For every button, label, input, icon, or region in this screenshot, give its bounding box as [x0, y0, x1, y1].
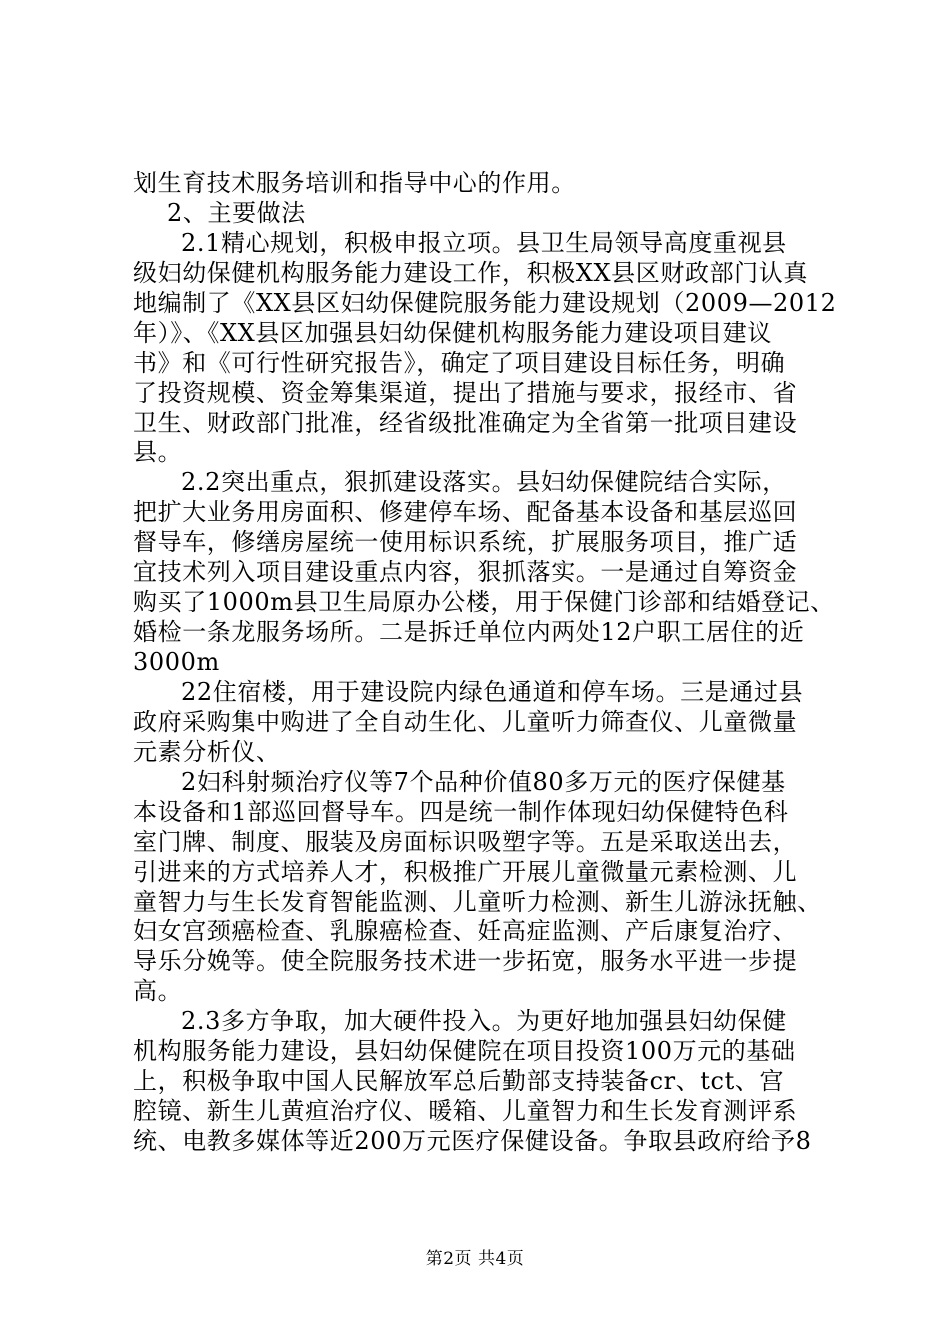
text-line: 了投资规模、资金筹集渠道，提出了措施与要求，报经市、省	[133, 379, 798, 407]
text-line: 2.3多方争取，加大硬件投入。为更好地加强县妇幼保健	[181, 1007, 787, 1035]
text-line: 2、主要做法	[167, 199, 306, 227]
text-line: 高。	[133, 977, 183, 1005]
text-line: 督导车，修缮房屋统一使用标识系统，扩展服务项目，推广适	[133, 528, 798, 556]
text-line: 元素分析仪、	[133, 738, 281, 766]
text-line: 2.2突出重点，狠抓建设落实。县妇幼保健院结合实际，	[181, 468, 787, 496]
text-line: 机构服务能力建设，县妇幼保健院在项目投资100万元的基础	[133, 1037, 796, 1065]
text-line: 腔镜、新生儿黄疸治疗仪、暖箱、儿童智力和生长发育测评系	[133, 1097, 798, 1125]
text-line: 宜技术列入项目建设重点内容，狠抓落实。一是通过自筹资金	[133, 558, 798, 586]
text-line: 童智力与生长发育智能监测、儿童听力检测、新生儿游泳抚触、	[133, 888, 822, 916]
page-footer: 第2页 共4页	[425, 1249, 525, 1269]
text-line: 卫生、财政部门批准，经省级批准确定为全省第一批项目建设	[133, 409, 798, 437]
text-line: 22住宿楼，用于建设院内绿色通道和停车场。三是通过县	[181, 678, 804, 706]
text-line: 婚检一条龙服务场所。二是拆迁单位内两处12户职工居住的近	[133, 618, 805, 646]
text-line: 引进来的方式培养人才，积极推广开展儿童微量元素检测、儿	[133, 858, 798, 886]
text-line: 上，积极争取中国人民解放军总后勤部支持装备cr、tct、宫	[133, 1067, 785, 1095]
text-line: 县。	[133, 438, 183, 466]
text-line: 2.1精心规划，积极申报立项。县卫生局领导高度重视县	[181, 229, 787, 257]
text-line: 级妇幼保健机构服务能力建设工作，积极XX县区财政部门认真	[133, 259, 808, 287]
text-line: 本设备和1部巡回督导车。四是统一制作体现妇幼保健特色科	[133, 798, 789, 826]
text-line: 把扩大业务用房面积、修建停车场、配备基本设备和基层巡回	[133, 498, 798, 526]
text-line: 统、电教多媒体等近200万元医疗保健设备。争取县政府给予8	[133, 1127, 812, 1155]
text-line: 室门牌、制度、服装及房面标识吸塑字等。五是采取送出去，	[133, 828, 798, 856]
text-line: 划生育技术服务培训和指导中心的作用。	[133, 169, 576, 197]
text-line: 2妇科射频治疗仪等7个品种价值80多万元的医疗保健基	[181, 768, 786, 796]
text-line: 书》和《可行性研究报告》，确定了项目建设目标任务，明确	[133, 349, 786, 377]
text-line: 妇女宫颈癌检查、乳腺癌检查、妊高症监测、产后康复治疗、	[133, 917, 798, 945]
text-line: 年）》、《XX县区加强县妇幼保健机构服务能力建设项目建议	[133, 319, 772, 347]
text-line: 导乐分娩等。使全院服务技术进一步拓宽，服务水平进一步提	[133, 947, 798, 975]
text-line: 地编制了《XX县区妇幼保健院服务能力建设规划（2009—2012	[133, 289, 837, 317]
text-line: 购买了1000m县卫生局原办公楼，用于保健门诊部和结婚登记、	[133, 588, 835, 616]
text-line: 3000m	[133, 648, 220, 676]
text-line: 政府采购集中购进了全自动生化、儿童听力筛查仪、儿童微量	[133, 708, 798, 736]
